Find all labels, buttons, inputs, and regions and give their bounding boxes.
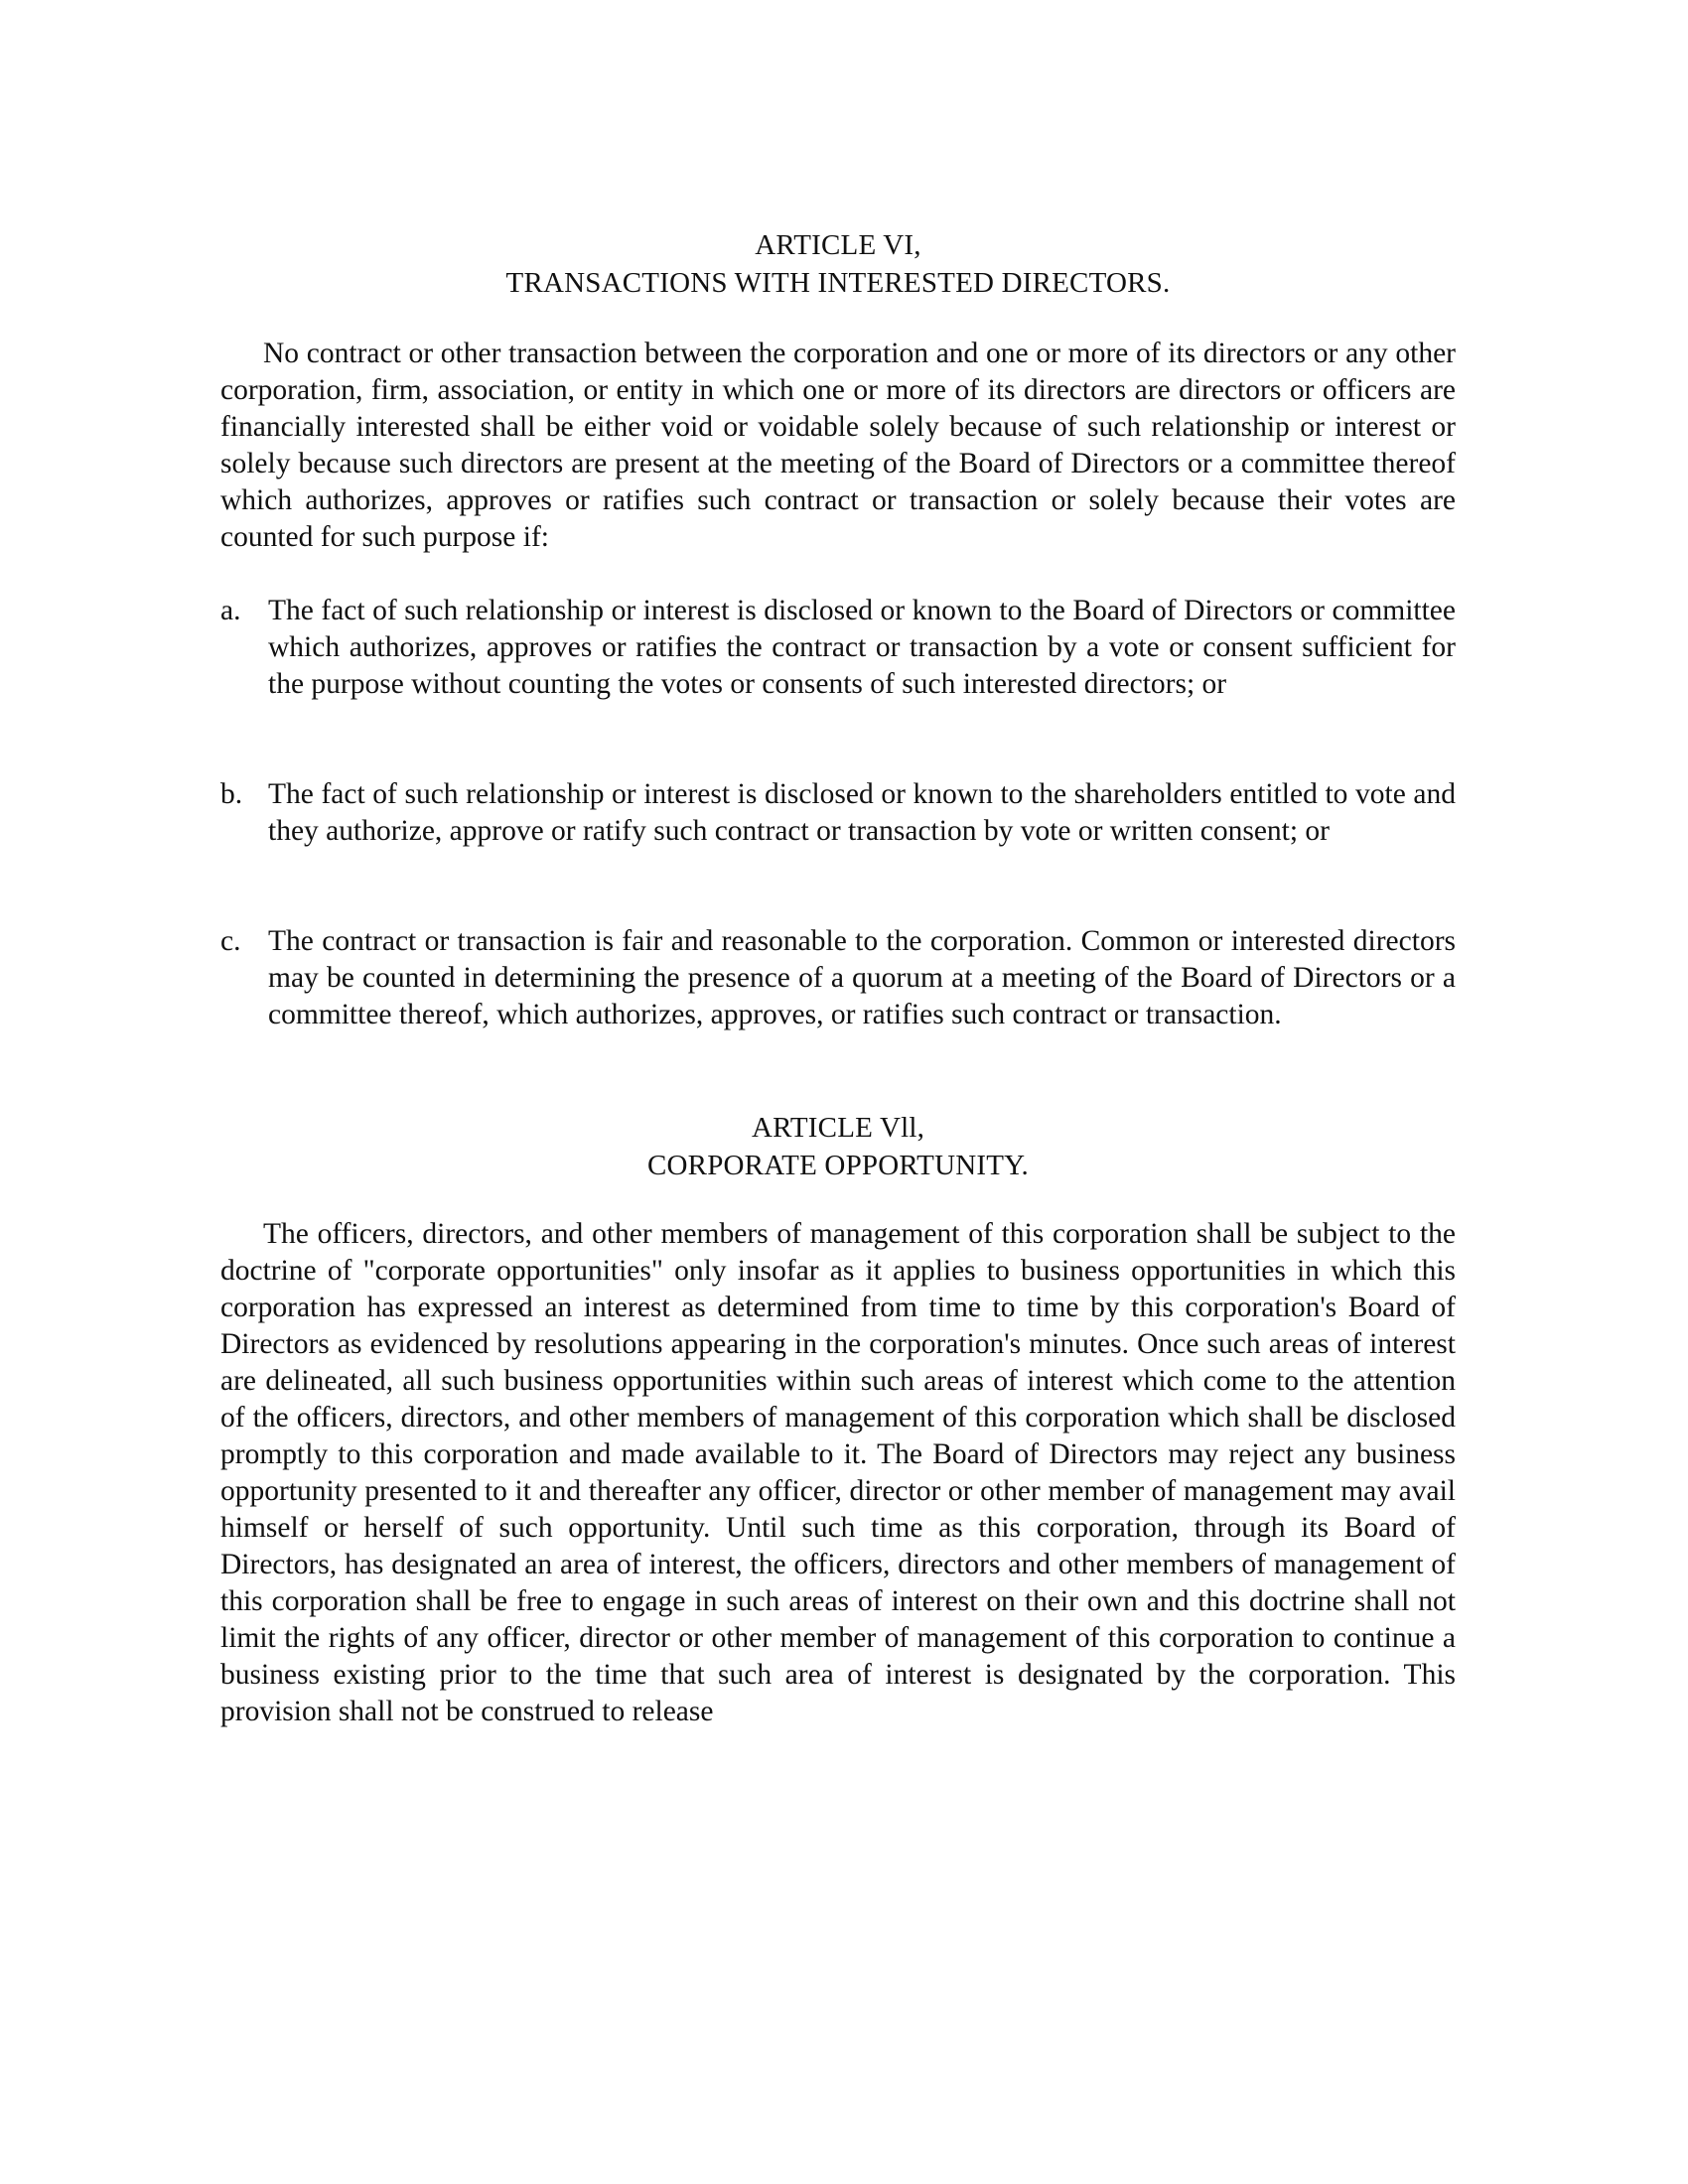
item-c-marker: c. bbox=[220, 925, 241, 957]
article-7-number: ARTICLE Vll, bbox=[751, 1112, 925, 1144]
item-c-text: The contract or transaction is fair and reasonable to the corporation. Common or interested directors may be counted in determining the presence of a quorum at a meeting of the Board of Directors or a committee thereof, which authorizes, approves, or ratifies such contract or transaction. bbox=[268, 925, 1456, 1030]
article-6-title: TRANSACTIONS WITH INTERESTED DIRECTORS. bbox=[505, 267, 1171, 299]
item-a-marker: a. bbox=[220, 595, 241, 626]
item-a-text: The fact of such relationship or interest is disclosed or known to the Board of Directors or committee which authorizes, approves or ratifies the contract or transaction by a vote or consent sufficient for the purpose without counting the votes or consents of such interested directors; or bbox=[268, 595, 1456, 700]
article-6-item-a bbox=[220, 593, 1456, 703]
item-b-text: The fact of such relationship or interest is disclosed or known to the shareholders entitled to vote and they authorize, approve or ratify such contract or transaction by vote or written consent; or bbox=[268, 778, 1456, 847]
article-7-body-paragraph: The officers, directors, and other members of management of this corporation shall be subject to the doctrine of "corporate opportunities" only insofar as it applies to business opportunities in which this corporation has expressed an interest as determined from time to time by this corporation's Board of Directors as evidenced by resolutions appearing in the corporation's minutes. Once such areas of interest are delineated, all such business opportunities within such areas of interest which come to the attention of the officers, directors, and other members of management of this corporation which shall be disclosed promptly to this corporation and made available to it. The Board of Directors may reject any business opportunity presented to it and thereafter any officer, director or other member of management may avail himself or herself of such opportunity. Until such time as this corporation, through its Board of Directors, has designated an area of interest, the officers, directors and other members of management of this corporation shall be free to engage in such areas of interest on their own and this doctrine shall not limit the rights of any officer, director or other member of management of this corporation to continue a business existing prior to the time that such area of interest is designated by the corporation. This provision shall not be construed to release bbox=[220, 1218, 1456, 1727]
article-6-heading bbox=[220, 226, 1456, 302]
article-6-item-b bbox=[220, 776, 1456, 850]
article-6-item-c bbox=[220, 923, 1456, 1033]
article-7-heading bbox=[220, 1109, 1456, 1184]
article-6-number: ARTICLE VI, bbox=[755, 229, 921, 261]
item-b-marker: b. bbox=[220, 778, 243, 810]
article-7-title: CORPORATE OPPORTUNITY. bbox=[646, 1150, 1030, 1181]
article-6-intro-paragraph: No contract or other transaction between the corporation and one or more of its directors or any other corporation, firm, association, or entity in which one or more of its directors are directors or officers are financially interested shall be either void or voidable solely because of such relationship or interest or solely because such directors are present at the meeting of the Board of Directors or a committee thereof which authorizes, approves or ratifies such contract or transaction or solely because their votes are counted for such purpose if: bbox=[220, 338, 1456, 553]
